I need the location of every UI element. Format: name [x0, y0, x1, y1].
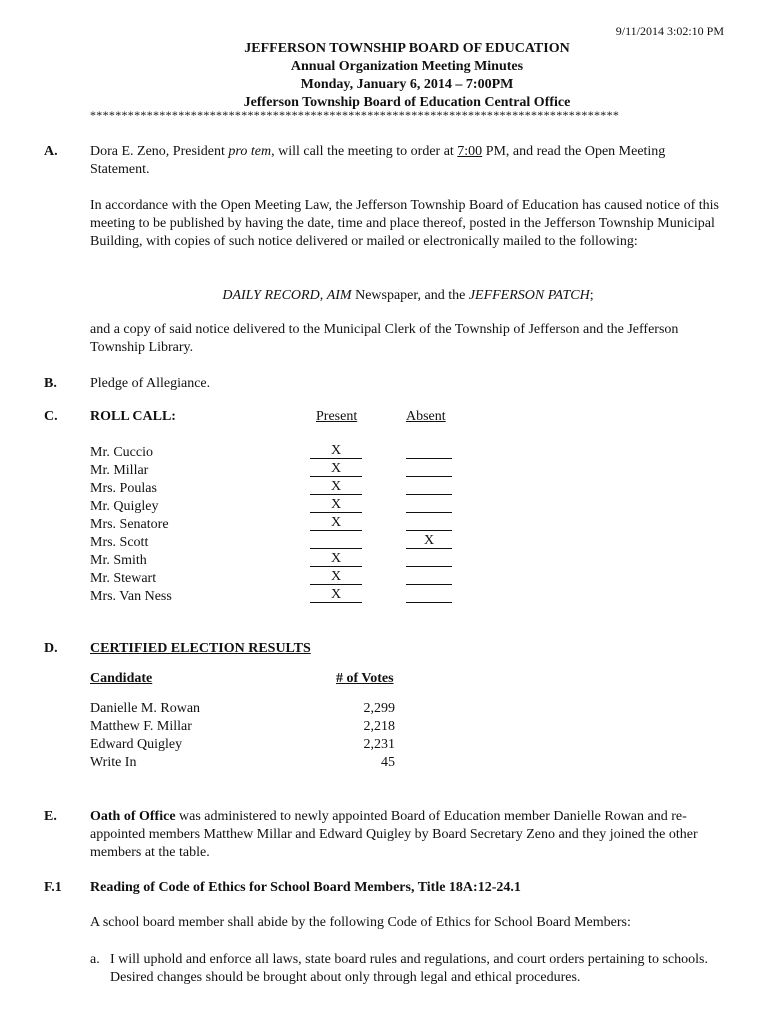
print-timestamp: 9/11/2014 3:02:10 PM	[615, 24, 724, 38]
member-name: Mr. Stewart	[90, 571, 157, 586]
member-name: Mr. Cuccio	[90, 445, 153, 460]
candidate-row	[90, 718, 410, 736]
section-a-paragraph-1: Dora E. Zeno, President pro tem, will call the meeting to order at 7:00 PM, and read the Open Meeting Statement.	[90, 144, 666, 177]
section-b-label: B.	[44, 376, 57, 391]
absent-mark	[406, 552, 452, 567]
present-mark	[310, 534, 362, 549]
present-mark: X	[310, 462, 362, 477]
candidate-row	[90, 736, 410, 754]
absent-mark	[406, 498, 452, 513]
candidate-name: Edward Quigley	[90, 737, 183, 752]
section-f1-label: F.1	[44, 880, 62, 895]
present-mark: X	[310, 588, 362, 603]
candidate-votes: 2,218	[363, 719, 395, 734]
present-mark: X	[310, 570, 362, 585]
member-name: Mr. Quigley	[90, 499, 159, 514]
election-results-title: CERTIFIED ELECTION RESULTS	[90, 641, 311, 656]
present-mark: X	[310, 444, 362, 459]
code-of-ethics-intro: A school board member shall abide by the following Code of Ethics for School Board Members:	[90, 915, 631, 930]
roll-call-absent-header: Absent	[406, 409, 446, 424]
section-a-paragraph-2: In accordance with the Open Meeting Law, the Jefferson Township Board of Education has caused notice of this meeting to be published by having the date, time and place thereof, posted in the Jefferson Township Municipal Building, with copies of such notice delivered or mailed or electronically mailed to the following:	[90, 198, 719, 249]
member-name: Mr. Smith	[90, 553, 147, 568]
section-b-text: Pledge of Allegiance.	[90, 376, 211, 391]
member-name: Mrs. Poulas	[90, 481, 157, 496]
roll-call-row	[90, 462, 470, 480]
absent-mark	[406, 588, 452, 603]
present-mark: X	[310, 552, 362, 567]
roll-call-present-header: Present	[316, 409, 358, 424]
absent-mark: X	[406, 534, 452, 549]
present-mark: X	[310, 516, 362, 531]
member-name: Mr. Millar	[90, 463, 149, 478]
candidate-votes: 2,299	[363, 701, 395, 716]
roll-call-row	[90, 588, 470, 606]
present-mark: X	[310, 498, 362, 513]
oath-of-office-paragraph: Oath of Office was administered to newly appointed Board of Education member Danielle Rowan and re-appointed members Matthew Millar and Edward Quigley by Board Secretary Zeno and they joined the other members at the table.	[90, 809, 698, 860]
candidate-row	[90, 754, 410, 772]
ethics-item-a-marker: a.	[90, 952, 100, 967]
roll-call-row	[90, 444, 470, 462]
absent-mark	[406, 516, 452, 531]
roll-call-row	[90, 552, 470, 570]
candidate-row	[90, 700, 410, 718]
member-name: Mrs. Scott	[90, 535, 149, 550]
candidate-header: Candidate	[90, 671, 153, 686]
absent-mark	[406, 462, 452, 477]
absent-mark	[406, 480, 452, 495]
header-location: Jefferson Township Board of Education Central Office	[243, 95, 571, 110]
header-org: JEFFERSON TOWNSHIP BOARD OF EDUCATION	[244, 41, 570, 56]
roll-call-row	[90, 570, 470, 588]
section-a-publications: DAILY RECORD, AIM Newspaper, and the JEFFERSON PATCH;	[222, 288, 594, 303]
member-name: Mrs. Senatore	[90, 517, 169, 532]
header-rule: ************************************************************************************	[90, 109, 620, 121]
roll-call-row	[90, 480, 470, 498]
roll-call-row	[90, 498, 470, 516]
ethics-item-a: I will uphold and enforce all laws, state board rules and regulations, and court orders pertaining to schools. Desired changes should be brought about only through legal and ethical procedures.	[110, 952, 708, 985]
present-mark: X	[310, 480, 362, 495]
roll-call-row	[90, 534, 470, 552]
code-of-ethics-title: Reading of Code of Ethics for School Board Members, Title 18A:12-24.1	[90, 880, 521, 895]
header-date: Monday, January 6, 2014 – 7:00PM	[300, 77, 514, 92]
absent-mark	[406, 444, 452, 459]
candidate-name: Danielle M. Rowan	[90, 701, 201, 716]
votes-header: # of Votes	[336, 671, 394, 686]
candidate-votes: 2,231	[363, 737, 395, 752]
member-name: Mrs. Van Ness	[90, 589, 172, 604]
section-a-label: A.	[44, 144, 58, 159]
candidate-name: Write In	[90, 755, 137, 770]
roll-call-row	[90, 516, 470, 534]
header-meeting-type: Annual Organization Meeting Minutes	[290, 59, 524, 74]
section-d-label: D.	[44, 641, 58, 656]
candidate-votes: 45	[381, 755, 395, 770]
roll-call-title: ROLL CALL:	[90, 409, 176, 424]
section-e-label: E.	[44, 809, 57, 824]
document-header	[0, 40, 770, 112]
section-a-paragraph-4: and a copy of said notice delivered to the Municipal Clerk of the Township of Jefferson and the Jefferson Township Library.	[90, 322, 679, 355]
section-c-label: C.	[44, 409, 58, 424]
absent-mark	[406, 570, 452, 585]
candidate-name: Matthew F. Millar	[90, 719, 192, 734]
